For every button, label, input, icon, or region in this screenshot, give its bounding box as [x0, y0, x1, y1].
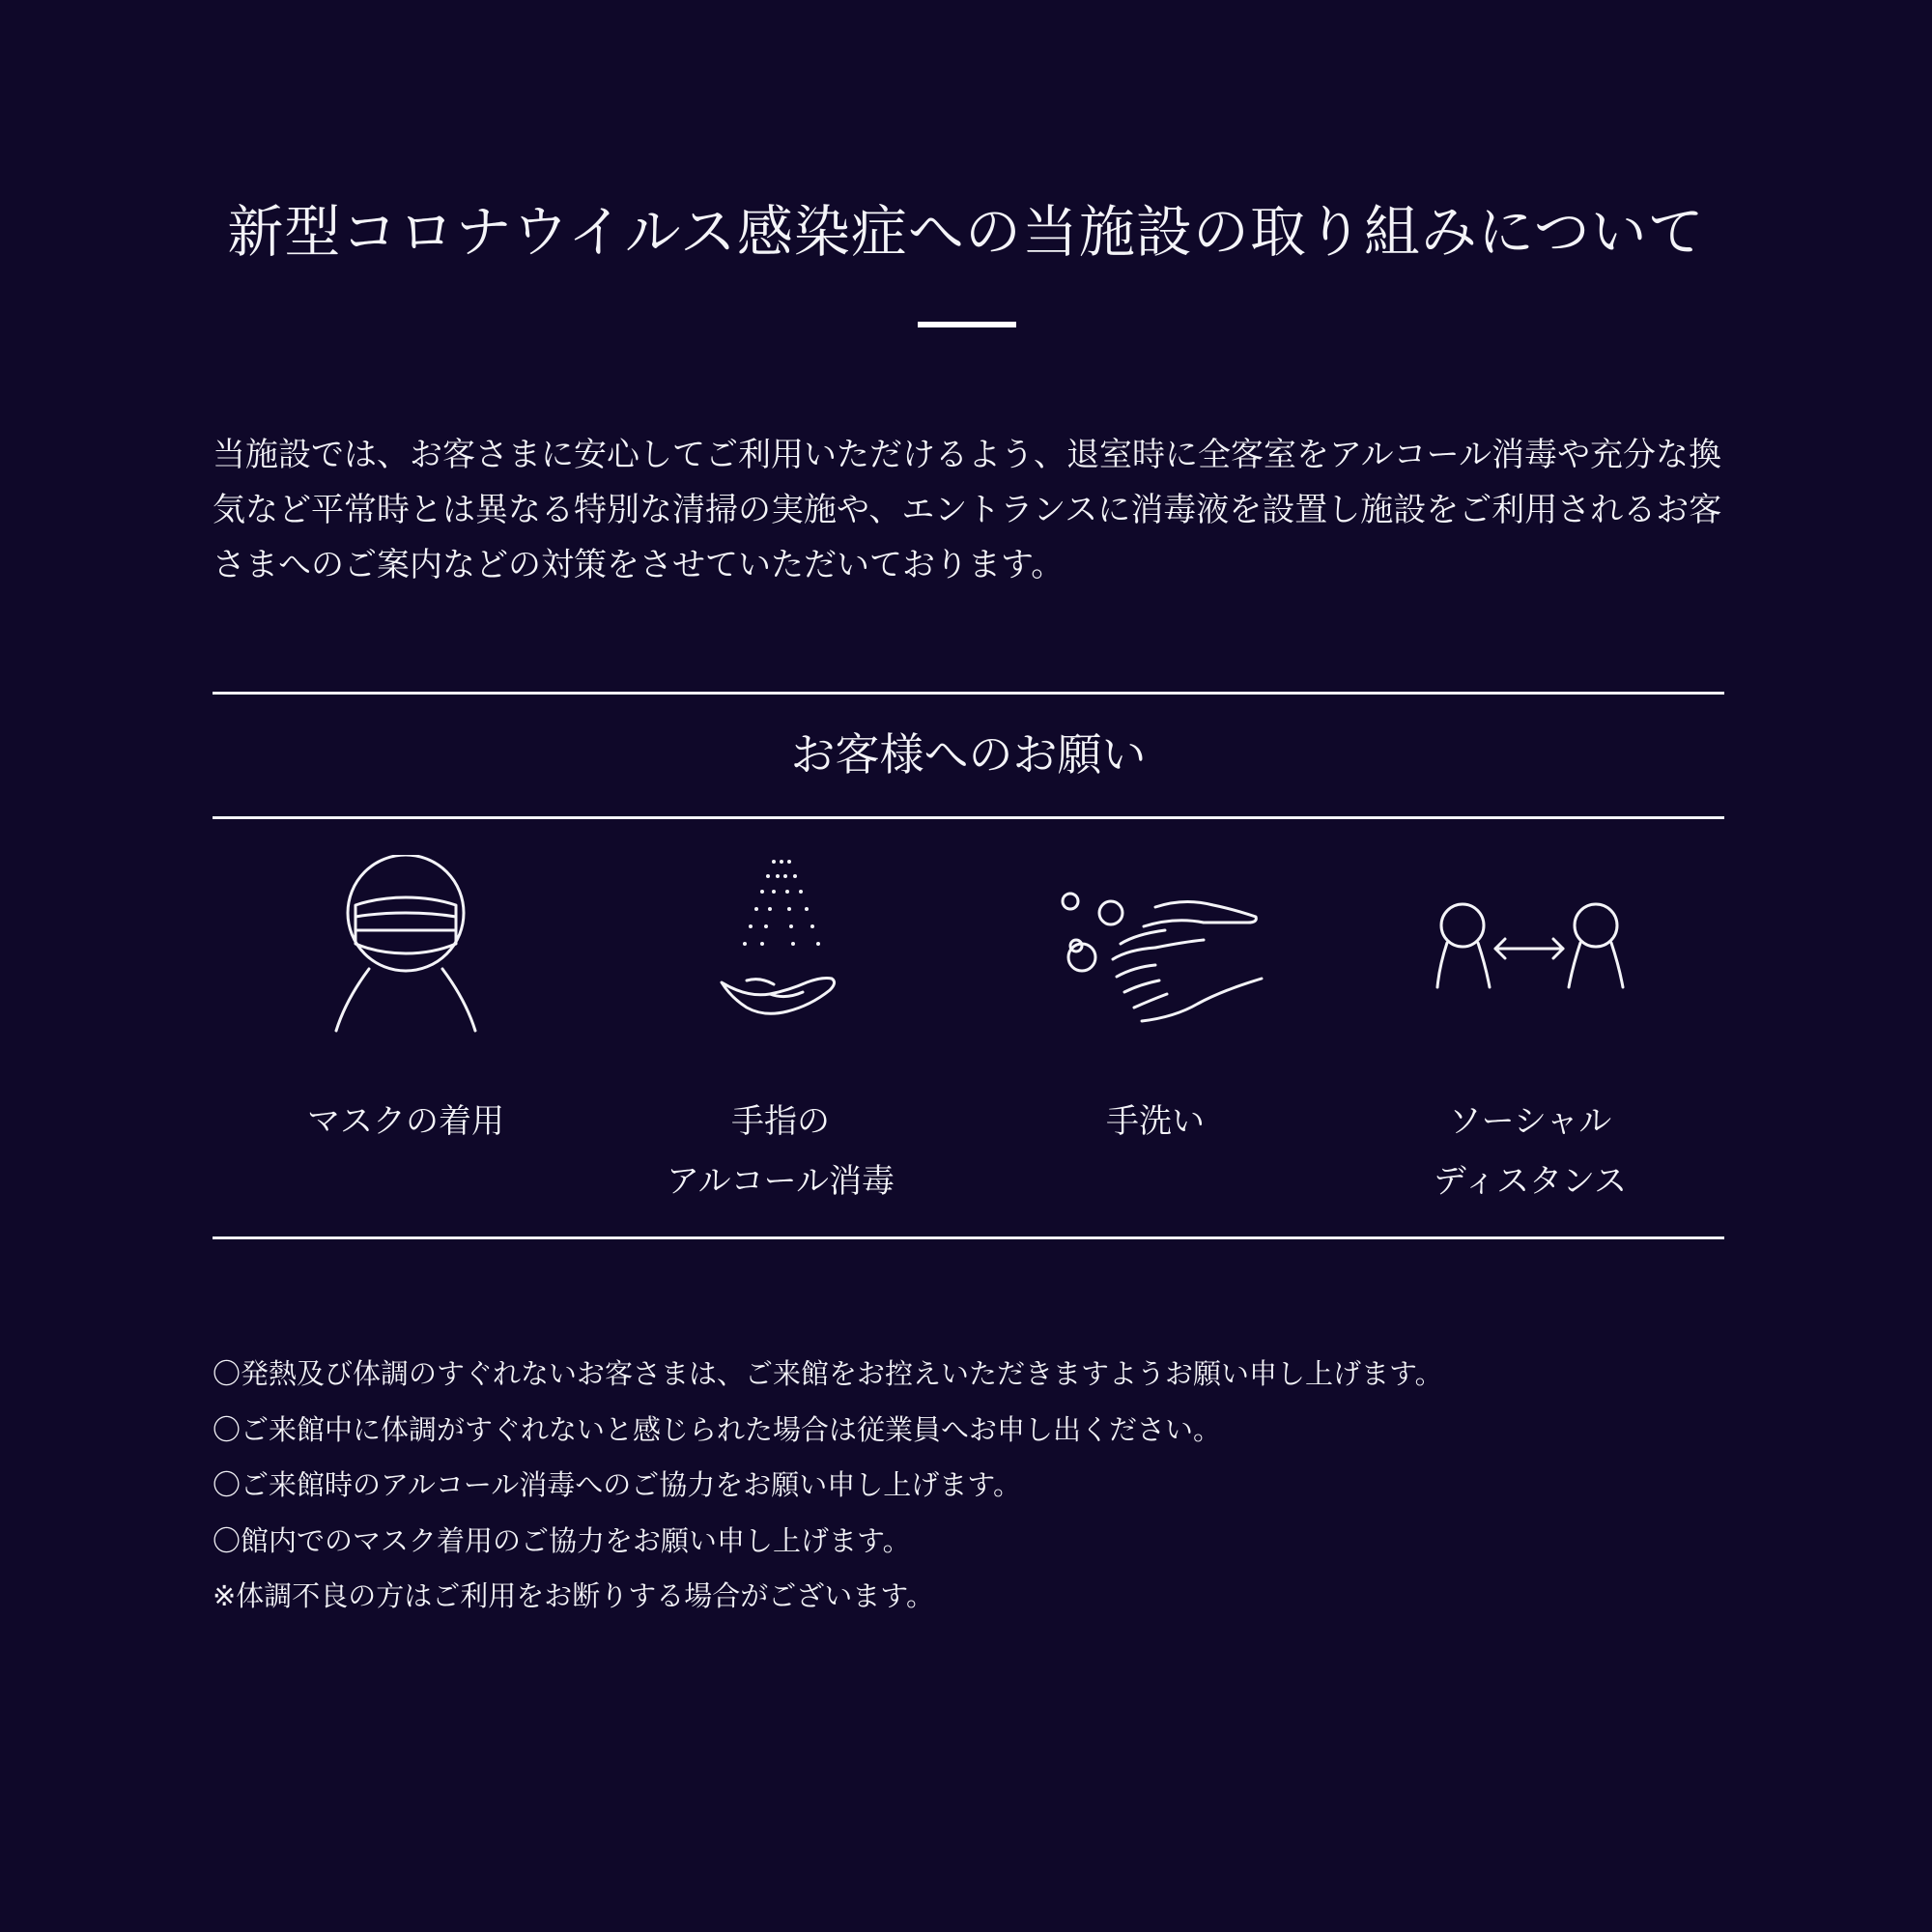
request-section-title: お客様へのお願い: [790, 728, 1147, 781]
divider-bottom: [213, 1236, 1724, 1239]
request-item-label: 手洗い: [1106, 1102, 1205, 1141]
page-title: 新型コロナウイルス感染症への当施設の取り組みについて: [227, 199, 1705, 265]
note-item: 〇館内でのマスク着用のご協力をお願い申し上げます。: [213, 1523, 911, 1557]
note-item: 〇発熱及び体調のすぐれないお客さまは、ご来館をお控えいただきますようお願い申し上げます。: [213, 1357, 1443, 1390]
intro-paragraph: 当施設では、お客さまに安心してご利用いただけるよう、退室時に全客室をアルコール消毒や充分な換気など平常時とは異なる特別な清掃の実施や、エントランスに消毒液を設置し施設をご利用されるお客さまへのご案内などの対策をさせていただいております。: [213, 436, 1722, 584]
request-item-label: ソーシャル ディスタンス: [1433, 1102, 1628, 1201]
notes-list: [213, 1347, 1719, 1625]
divider-top: [213, 692, 1724, 695]
mask-icon: [328, 855, 483, 1038]
title-underline: [918, 322, 1016, 327]
request-item-label: マスクの着用: [307, 1102, 504, 1141]
divider-middle: [213, 816, 1724, 819]
request-item-label: 手指の アルコール消毒: [667, 1102, 895, 1201]
hand-sanitizer-icon: [718, 855, 843, 1038]
note-item: 〇ご来館時のアルコール消毒へのご協力をお願い申し上げます。: [213, 1468, 1021, 1501]
social-distance-icon: [1434, 898, 1627, 995]
note-item: ※体調不良の方はご利用をお断りする場合がございます。: [213, 1579, 934, 1612]
hand-washing-icon: [1059, 884, 1271, 1029]
note-item: 〇ご来館中に体調がすぐれないと感じられた場合は従業員へお申し出ください。: [213, 1412, 1222, 1446]
